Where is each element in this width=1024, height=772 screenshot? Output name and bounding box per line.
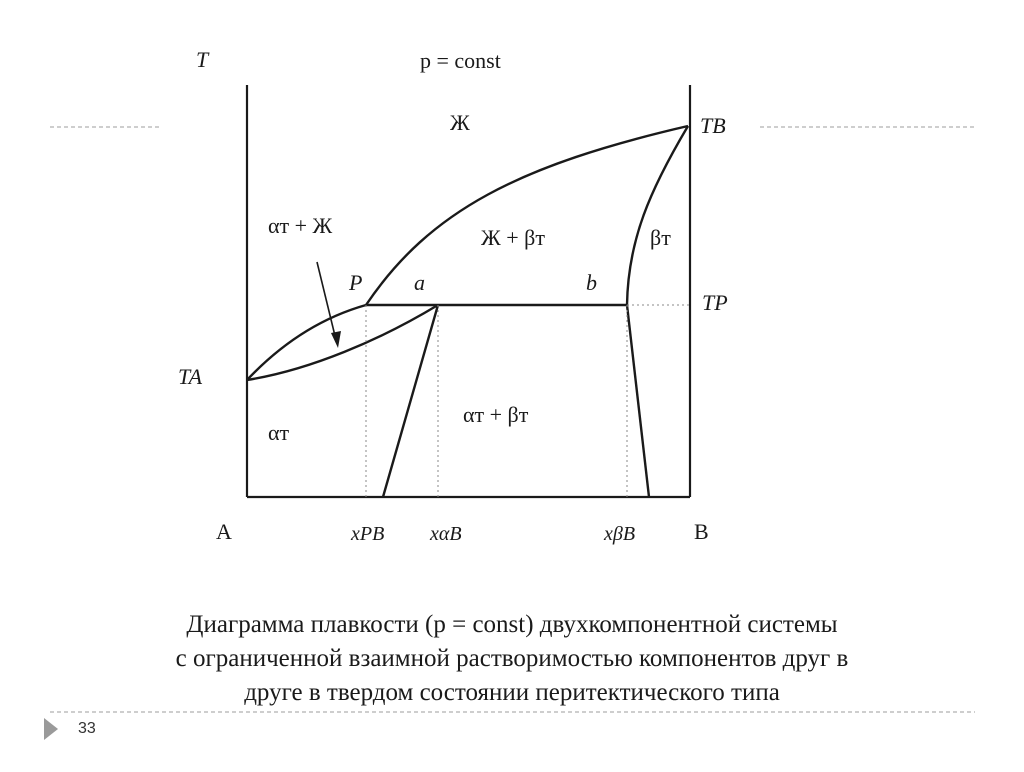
point-tb-label: TB (700, 113, 726, 138)
pressure-label: p = const (420, 48, 501, 73)
component-a-label: A (216, 519, 232, 544)
caption (60, 608, 964, 710)
caption-line-2: с ограниченной взаимной растворимостью компонентов друг в (175, 645, 849, 672)
region-alpha-label: αт (268, 420, 290, 445)
point-ta-label: TA (178, 364, 203, 389)
beta-solvus-line (627, 305, 649, 497)
axis-t-label: T (196, 47, 209, 72)
component-b-label: B (694, 519, 709, 544)
alpha-solidus-curve (247, 305, 438, 380)
region-beta-label: βт (650, 225, 671, 250)
point-tp-label: TP (702, 290, 728, 315)
alpha-solvus-line (383, 305, 438, 497)
page-number: 33 (78, 720, 96, 737)
region-liquid-beta-label: Ж + βт (481, 225, 545, 250)
x-p-label: xPB (351, 523, 385, 545)
annotation-arrowhead (331, 331, 341, 348)
region-alpha-liquid-label: αт + Ж (268, 213, 333, 238)
caption-line-1: Диаграмма плавкости (p = const) двухкомпонентной системы (186, 611, 838, 638)
point-p-label: P (349, 270, 363, 295)
next-slide-arrow-icon[interactable] (44, 718, 58, 740)
annotation-arrow (317, 262, 336, 340)
alpha-liquidus-curve (247, 305, 366, 380)
point-b-label: b (586, 270, 597, 295)
beta-solidus-curve (627, 126, 688, 305)
region-liquid-label: Ж (450, 110, 470, 135)
caption-line-3: друге в твердом состоянии перитектического типа (244, 679, 780, 706)
point-a-label: a (414, 270, 425, 295)
x-alpha-label: xαB (430, 523, 462, 545)
region-alpha-beta-label: αт + βт (463, 402, 529, 427)
x-beta-label: xβB (604, 523, 636, 545)
